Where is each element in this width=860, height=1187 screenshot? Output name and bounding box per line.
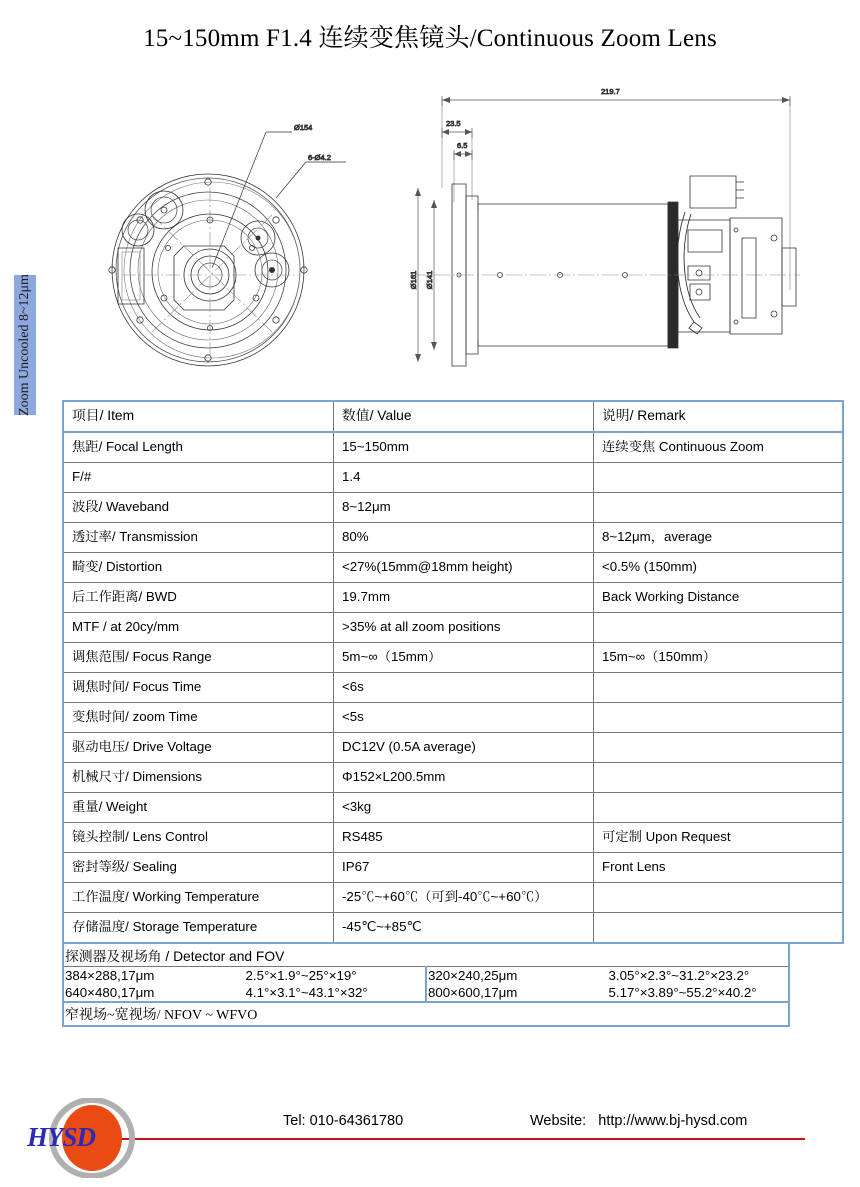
footer-website-label: Website: — [530, 1113, 587, 1129]
table-row — [63, 793, 843, 823]
spec-value: 15~150mm — [334, 432, 594, 463]
spec-value: <6s — [334, 673, 594, 703]
page-footer — [0, 1098, 860, 1187]
header-remark: 说明/ Remark — [594, 401, 844, 432]
spec-remark — [594, 673, 844, 703]
side-dim-2197: 219.7 — [601, 87, 620, 96]
detector-heading: 探测器及视场角 / Detector and FOV — [63, 944, 789, 967]
spec-remark — [594, 463, 844, 493]
front-dim-6x42: 6-Ø4.2 — [308, 153, 331, 162]
spec-value: <27%(15mm@18mm height) — [334, 553, 594, 583]
detector-row-2 — [63, 984, 789, 1002]
front-dim-154: Ø154 — [294, 123, 313, 132]
side-dim-65: 6.5 — [457, 141, 468, 150]
technical-drawings — [60, 70, 800, 380]
spec-item: 密封等级/ Sealing — [63, 853, 334, 883]
spec-value: 1.4 — [334, 463, 594, 493]
side-view-drawing — [410, 96, 800, 366]
spec-remark — [594, 733, 844, 763]
spec-remark — [594, 913, 844, 944]
fov-a-2: 4.1°×3.1°~43.1°×32° — [245, 985, 368, 1000]
spec-item: 透过率/ Transmission — [63, 523, 334, 553]
side-dim-141: Ø141 — [425, 270, 434, 290]
fov-b-2: 5.17°×3.89°~55.2°×40.2° — [608, 985, 757, 1000]
table-row — [63, 733, 843, 763]
footer-website — [530, 1113, 747, 1129]
table-row — [63, 553, 843, 583]
spec-remark: 8~12μm，average — [594, 523, 844, 553]
footer-website-url[interactable]: http://www.bj-hysd.com — [598, 1113, 748, 1129]
spec-value: RS485 — [334, 823, 594, 853]
specifications-table — [62, 400, 844, 944]
footer-divider — [105, 1138, 805, 1140]
spec-value: IP67 — [334, 853, 594, 883]
spec-item: 波段/ Waveband — [63, 493, 334, 523]
spec-item: 后工作距离/ BWD — [63, 583, 334, 613]
detector-a-1: 384×288,17μm — [65, 968, 155, 983]
header-value: 数值/ Value — [334, 401, 594, 432]
spec-value: -25℃~+60℃（可到-40℃~+60℃） — [334, 883, 594, 913]
detector-a-2: 640×480,17μm — [65, 985, 155, 1000]
spec-remark — [594, 613, 844, 643]
spec-remark: 连续变焦 Continuous Zoom — [594, 432, 844, 463]
spec-value: 80% — [334, 523, 594, 553]
spec-remark — [594, 703, 844, 733]
spec-item: 存储温度/ Storage Temperature — [63, 913, 334, 944]
table-row — [63, 432, 843, 463]
detector-b-2: 800×600,17μm — [426, 984, 608, 1002]
spec-remark — [594, 793, 844, 823]
table-row — [63, 853, 843, 883]
detector-footnote-row — [63, 1002, 789, 1026]
spec-value: -45℃~+85℃ — [334, 913, 594, 944]
spec-remark: <0.5% (150mm) — [594, 553, 844, 583]
side-tab-label: Zoom Uncooled 8~12μm — [17, 274, 32, 416]
spec-item: 机械尺寸/ Dimensions — [63, 763, 334, 793]
side-dim-161: Ø161 — [409, 270, 418, 290]
spec-remark — [594, 883, 844, 913]
page-title: 15~150mm F1.4 连续变焦镜头/Continuous Zoom Lens — [143, 25, 717, 52]
table-row — [63, 703, 843, 733]
detector-heading-row — [63, 944, 789, 967]
spec-value: >35% at all zoom positions — [334, 613, 594, 643]
footer-telephone: Tel: 010-64361780 — [283, 1113, 404, 1129]
spec-item: 畸变/ Distortion — [63, 553, 334, 583]
spec-value: 5m~∞（15mm） — [334, 643, 594, 673]
table-row — [63, 883, 843, 913]
spec-value: <5s — [334, 703, 594, 733]
spec-value: <3kg — [334, 793, 594, 823]
spec-remark — [594, 493, 844, 523]
table-row — [63, 673, 843, 703]
spec-remark: Front Lens — [594, 853, 844, 883]
table-row — [63, 463, 843, 493]
spec-item: 驱动电压/ Drive Voltage — [63, 733, 334, 763]
spec-value: 8~12μm — [334, 493, 594, 523]
spec-value: DC12V (0.5A average) — [334, 733, 594, 763]
table-row — [63, 523, 843, 553]
table-row — [63, 613, 843, 643]
detector-fov-table — [62, 944, 790, 1027]
spec-item: 工作温度/ Working Temperature — [63, 883, 334, 913]
spec-value: Φ152×L200.5mm — [334, 763, 594, 793]
spec-item: 调焦时间/ Focus Time — [63, 673, 334, 703]
fov-a-1: 2.5°×1.9°~25°×19° — [245, 968, 357, 983]
side-tab-zoom-uncooled — [14, 275, 36, 415]
spec-item: F/# — [63, 463, 334, 493]
detector-row-1 — [63, 967, 789, 985]
table-row — [63, 583, 843, 613]
spec-remark — [594, 763, 844, 793]
spec-item: 焦距/ Focal Length — [63, 432, 334, 463]
table-row — [63, 913, 843, 944]
logo-text: HYSD — [26, 1122, 95, 1152]
detector-b-1: 320×240,25μm — [426, 967, 608, 985]
header-item: 项目/ Item — [63, 401, 334, 432]
spec-item: 调焦范围/ Focus Range — [63, 643, 334, 673]
spec-remark: 15m~∞（150mm） — [594, 643, 844, 673]
table-row — [63, 643, 843, 673]
spec-item: 镜头控制/ Lens Control — [63, 823, 334, 853]
table-row — [63, 823, 843, 853]
spec-remark: Back Working Distance — [594, 583, 844, 613]
spec-item: 变焦时间/ zoom Time — [63, 703, 334, 733]
front-view-drawing — [109, 132, 346, 366]
table-row — [63, 493, 843, 523]
table-row — [63, 763, 843, 793]
spec-value: 19.7mm — [334, 583, 594, 613]
spec-item: 重量/ Weight — [63, 793, 334, 823]
table-header-row — [63, 401, 843, 432]
spec-remark: 可定制 Upon Request — [594, 823, 844, 853]
side-dim-235: 23.5 — [446, 119, 461, 128]
detector-footnote: 窄视场~宽视场/ NFOV ~ WFVO — [63, 1002, 789, 1026]
spec-item: MTF / at 20cy/mm — [63, 613, 334, 643]
fov-b-1: 3.05°×2.3°~31.2°×23.2° — [608, 968, 750, 983]
